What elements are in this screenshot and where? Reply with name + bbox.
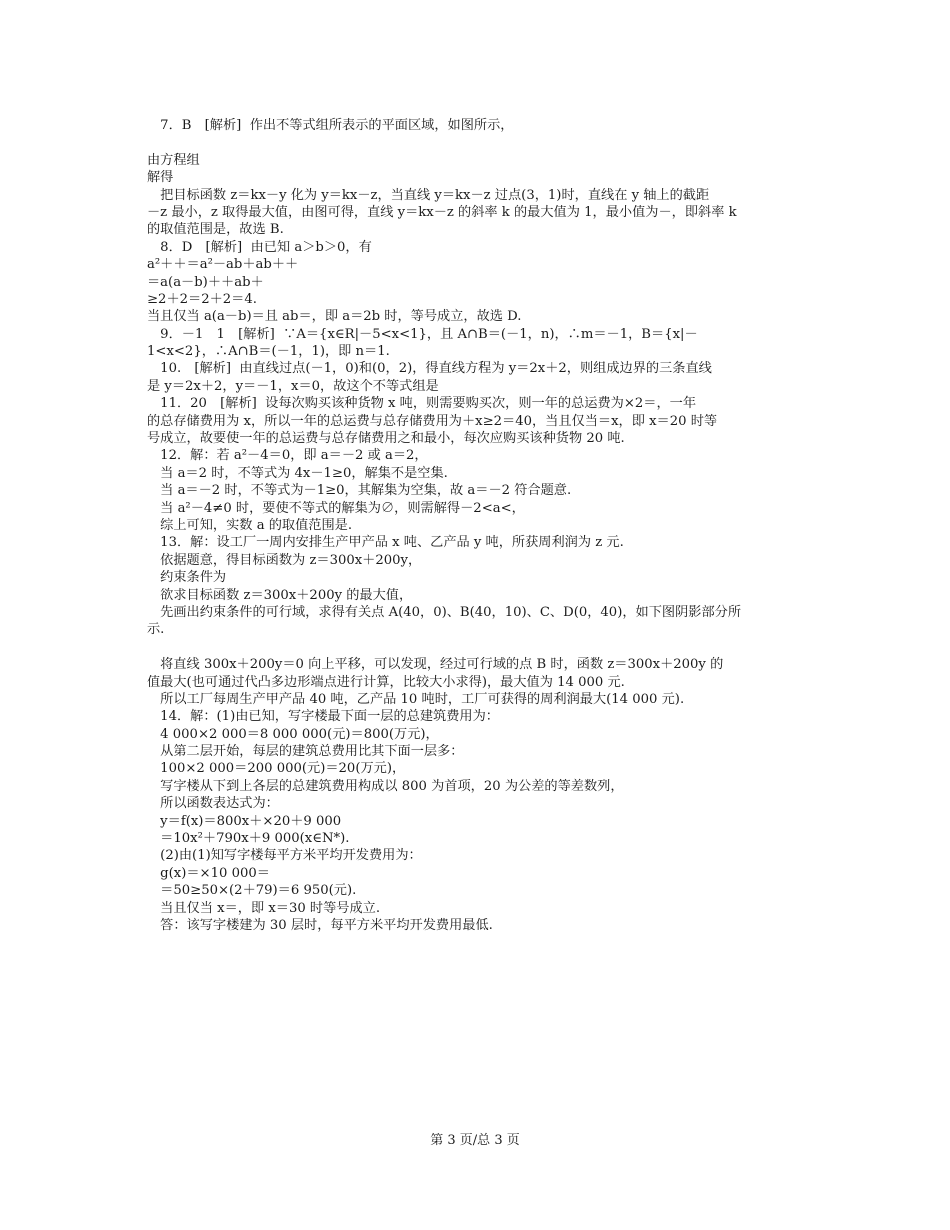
blank-line bbox=[147, 134, 827, 151]
text-line: 综上可知，实数 a 的取值范围是. bbox=[147, 517, 353, 533]
page-footer: 第 3 页/总 3 页 bbox=[430, 1133, 520, 1148]
text-line: 号成立，故要使一年的总运费与总存储费用之和最小，每次应购买该种货物 20 吨. bbox=[147, 431, 625, 447]
text-line: 由方程组 bbox=[147, 152, 200, 168]
blank-line bbox=[147, 639, 827, 656]
text-line: 7．B [解析] 作出不等式组所表示的平面区域，如图所示， bbox=[147, 118, 514, 133]
text-line: 10. [解析] 由直线过点(－1，0)和(0，2)，得直线方程为 y＝2x＋2，则组成边界的三条直线 bbox=[147, 361, 712, 377]
text-line: 的取值范围是，故选 B. bbox=[147, 222, 284, 238]
text-line: ＝50≥50×(2＋79)＝6 950(元). bbox=[147, 883, 357, 899]
text-line: 欲求目标函数 z＝300x＋200y 的最大值， bbox=[147, 587, 413, 603]
text-line: 先画出约束条件的可行域，求得有关点 A(40，0)、B(40，10)、C、D(0，40)，如下图阴影部分所 bbox=[147, 604, 742, 620]
text-line: ＝a(a－b)＋＋ab＋ bbox=[147, 274, 264, 290]
text-line: 所以函数表达式为： bbox=[147, 796, 279, 812]
text-line: 8．D [解析] 由已知 a＞b＞0，有 bbox=[147, 239, 372, 255]
text-line: g(x)＝×10 000＝ bbox=[147, 865, 270, 881]
text-line: 写字楼从下到上各层的总建筑费用构成以 800 为首项，20 为公差的等差数列， bbox=[147, 778, 624, 794]
text-line: 11．20 [解析] 设每次购买该种货物 x 吨，则需要购买次，则一年的总运费为×2＝，一年 bbox=[147, 396, 697, 412]
text-line: 值最大(也可通过代凸多边形端点进行计算，比较大小求得)，最大值为 14 000 元. bbox=[147, 674, 625, 690]
text-line: ＝10x²＋790x＋9 000(x∈N*). bbox=[147, 831, 350, 847]
text-line: －z 最小，z 取得最大值，由图可得，直线 y＝kx－z 的斜率 k 的最大值为 1，最小值为－，即斜率 k bbox=[147, 204, 737, 220]
text-line: 解得 bbox=[147, 170, 174, 186]
text-line: 是 y＝2x＋2，y＝－1，x＝0，故这个不等式组是 bbox=[147, 378, 439, 394]
text-line: ≥2＋2＝2＋2＝4. bbox=[147, 291, 257, 307]
text-line: 100×2 000＝200 000(元)＝20(万元)， bbox=[147, 761, 406, 777]
text-line: 示. bbox=[147, 622, 165, 638]
text-line: 14．解：(1)由已知，写字楼最下面一层的总建筑费用为： bbox=[147, 709, 499, 725]
text-line: 当且仅当 x＝，即 x＝30 时等号成立. bbox=[147, 900, 381, 916]
text-line: 12．解：若 a²－4＝0，即 a＝－2 或 a＝2， bbox=[147, 448, 428, 464]
text-line: 约束条件为 bbox=[147, 570, 227, 586]
text-line: a²＋＋＝a²－ab＋ab＋＋ bbox=[147, 257, 299, 273]
text-line: 当 a＝－2 时，不等式为－1≥0，其解集为空集，故 a＝－2 符合题意. bbox=[147, 483, 572, 499]
text-line: (2)由(1)知写字楼每平方米平均开发费用为： bbox=[147, 848, 422, 864]
text-line: 把目标函数 z＝kx－y 化为 y＝kx－z，当直线 y＝kx－z 过点(3，1)时，直线在 y 轴上的截距 bbox=[147, 187, 710, 203]
text-line: 4 000×2 000＝8 000 000(元)＝800(万元)， bbox=[147, 726, 439, 742]
text-line: 答：该写字楼建为 30 层时，每平方米平均开发费用最低. bbox=[147, 917, 493, 933]
text-line: 依据题意，得目标函数为 z＝300x＋200y， bbox=[147, 552, 422, 568]
text-line: 的总存储费用为 x，所以一年的总运费与总存储费用为＋x≥2＝40，当且仅当＝x，即 x＝20 时等 bbox=[147, 413, 718, 429]
text-line: y＝f(x)＝800x＋×20＋9 000 bbox=[147, 813, 342, 829]
text-line: 将直线 300x＋200y＝0 向上平移，可以发现，经过可行域的点 B 时，函数 z＝300x＋200y 的 bbox=[147, 657, 724, 673]
text-line: 从第二层开始，每层的建筑总费用比其下面一层多： bbox=[147, 744, 464, 760]
text-line: 所以工厂每周生产甲产品 40 吨，乙产品 10 吨时，工厂可获得的周利润最大(14 000 元). bbox=[147, 691, 685, 707]
text-line: 当 a²－4≠0 时，要使不等式的解集为∅，则需解得－2<a<， bbox=[147, 500, 525, 516]
text-line: 当且仅当 a(a－b)＝且 ab＝，即 a＝2b 时，等号成立，故选 D. bbox=[147, 309, 522, 325]
text-line: 当 a＝2 时，不等式为 4x－1≥0，解集不是空集. bbox=[147, 465, 448, 481]
text-line: 13．解：设工厂一周内安排生产甲产品 x 吨、乙产品 y 吨，所获周利润为 z 元. bbox=[147, 535, 624, 551]
text-line: 9．－1 1 [解析] ∵A＝{x∈R|－5<x<1}，且 A∩B＝(－1，n)，∴m＝－1，B＝{x|－ bbox=[147, 326, 698, 342]
text-line: 1<x<2}，∴A∩B＝(－1，1)，即 n＝1. bbox=[147, 344, 390, 360]
answer-text-body bbox=[147, 117, 827, 934]
